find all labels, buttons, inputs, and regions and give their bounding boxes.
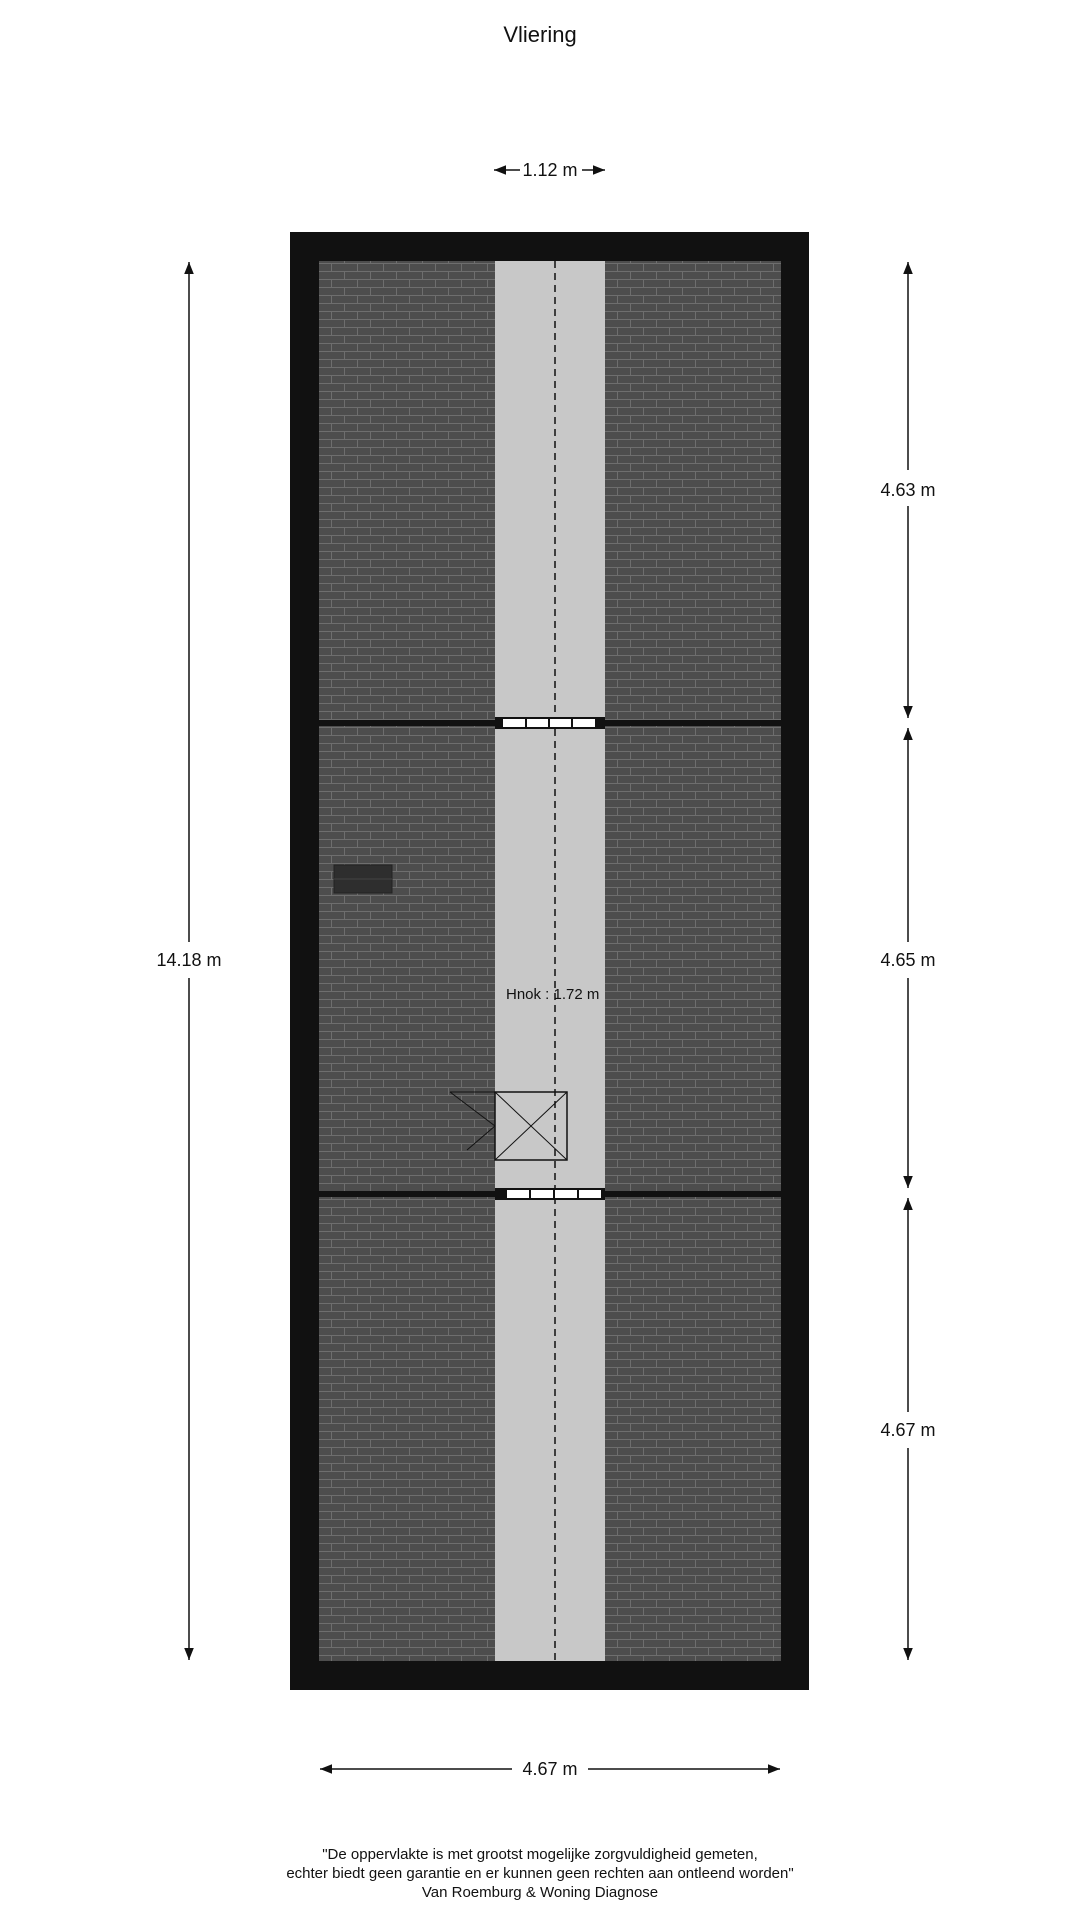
top-width-dimension <box>494 160 605 180</box>
bottom-width-label: 4.67 m <box>522 1759 578 1779</box>
roof-tiles-left <box>319 261 495 1661</box>
ridge-height-label: Hnok : 1.72 m <box>506 986 600 1003</box>
disclaimer <box>0 1845 1080 1902</box>
section-2-dimension <box>880 728 935 1188</box>
top-width-label: 1.12 m <box>522 160 578 180</box>
page-title: Vliering <box>503 22 577 47</box>
section-1-label: 4.63 m <box>880 480 936 500</box>
bottom-width-dimension <box>320 1759 780 1779</box>
section-3-label: 4.67 m <box>880 1420 936 1440</box>
disclaimer-line-2: echter biedt geen garantie en er kunnen geen rechten aan ontleend worden" <box>286 1865 794 1882</box>
total-length-dimension <box>156 262 221 1660</box>
section-3-dimension <box>880 1198 935 1660</box>
disclaimer-line-1: "De oppervlakte is met grootst mogelijke zorgvuldigheid gemeten, <box>322 1846 758 1863</box>
floor-strip <box>495 261 605 1661</box>
section-1-dimension <box>880 262 935 718</box>
disclaimer-line-3: Van Roemburg & Woning Diagnose <box>421 1884 659 1901</box>
section-2-label: 4.65 m <box>880 950 936 970</box>
roof-tiles-right <box>605 261 781 1661</box>
total-length-label: 14.18 m <box>156 950 222 970</box>
